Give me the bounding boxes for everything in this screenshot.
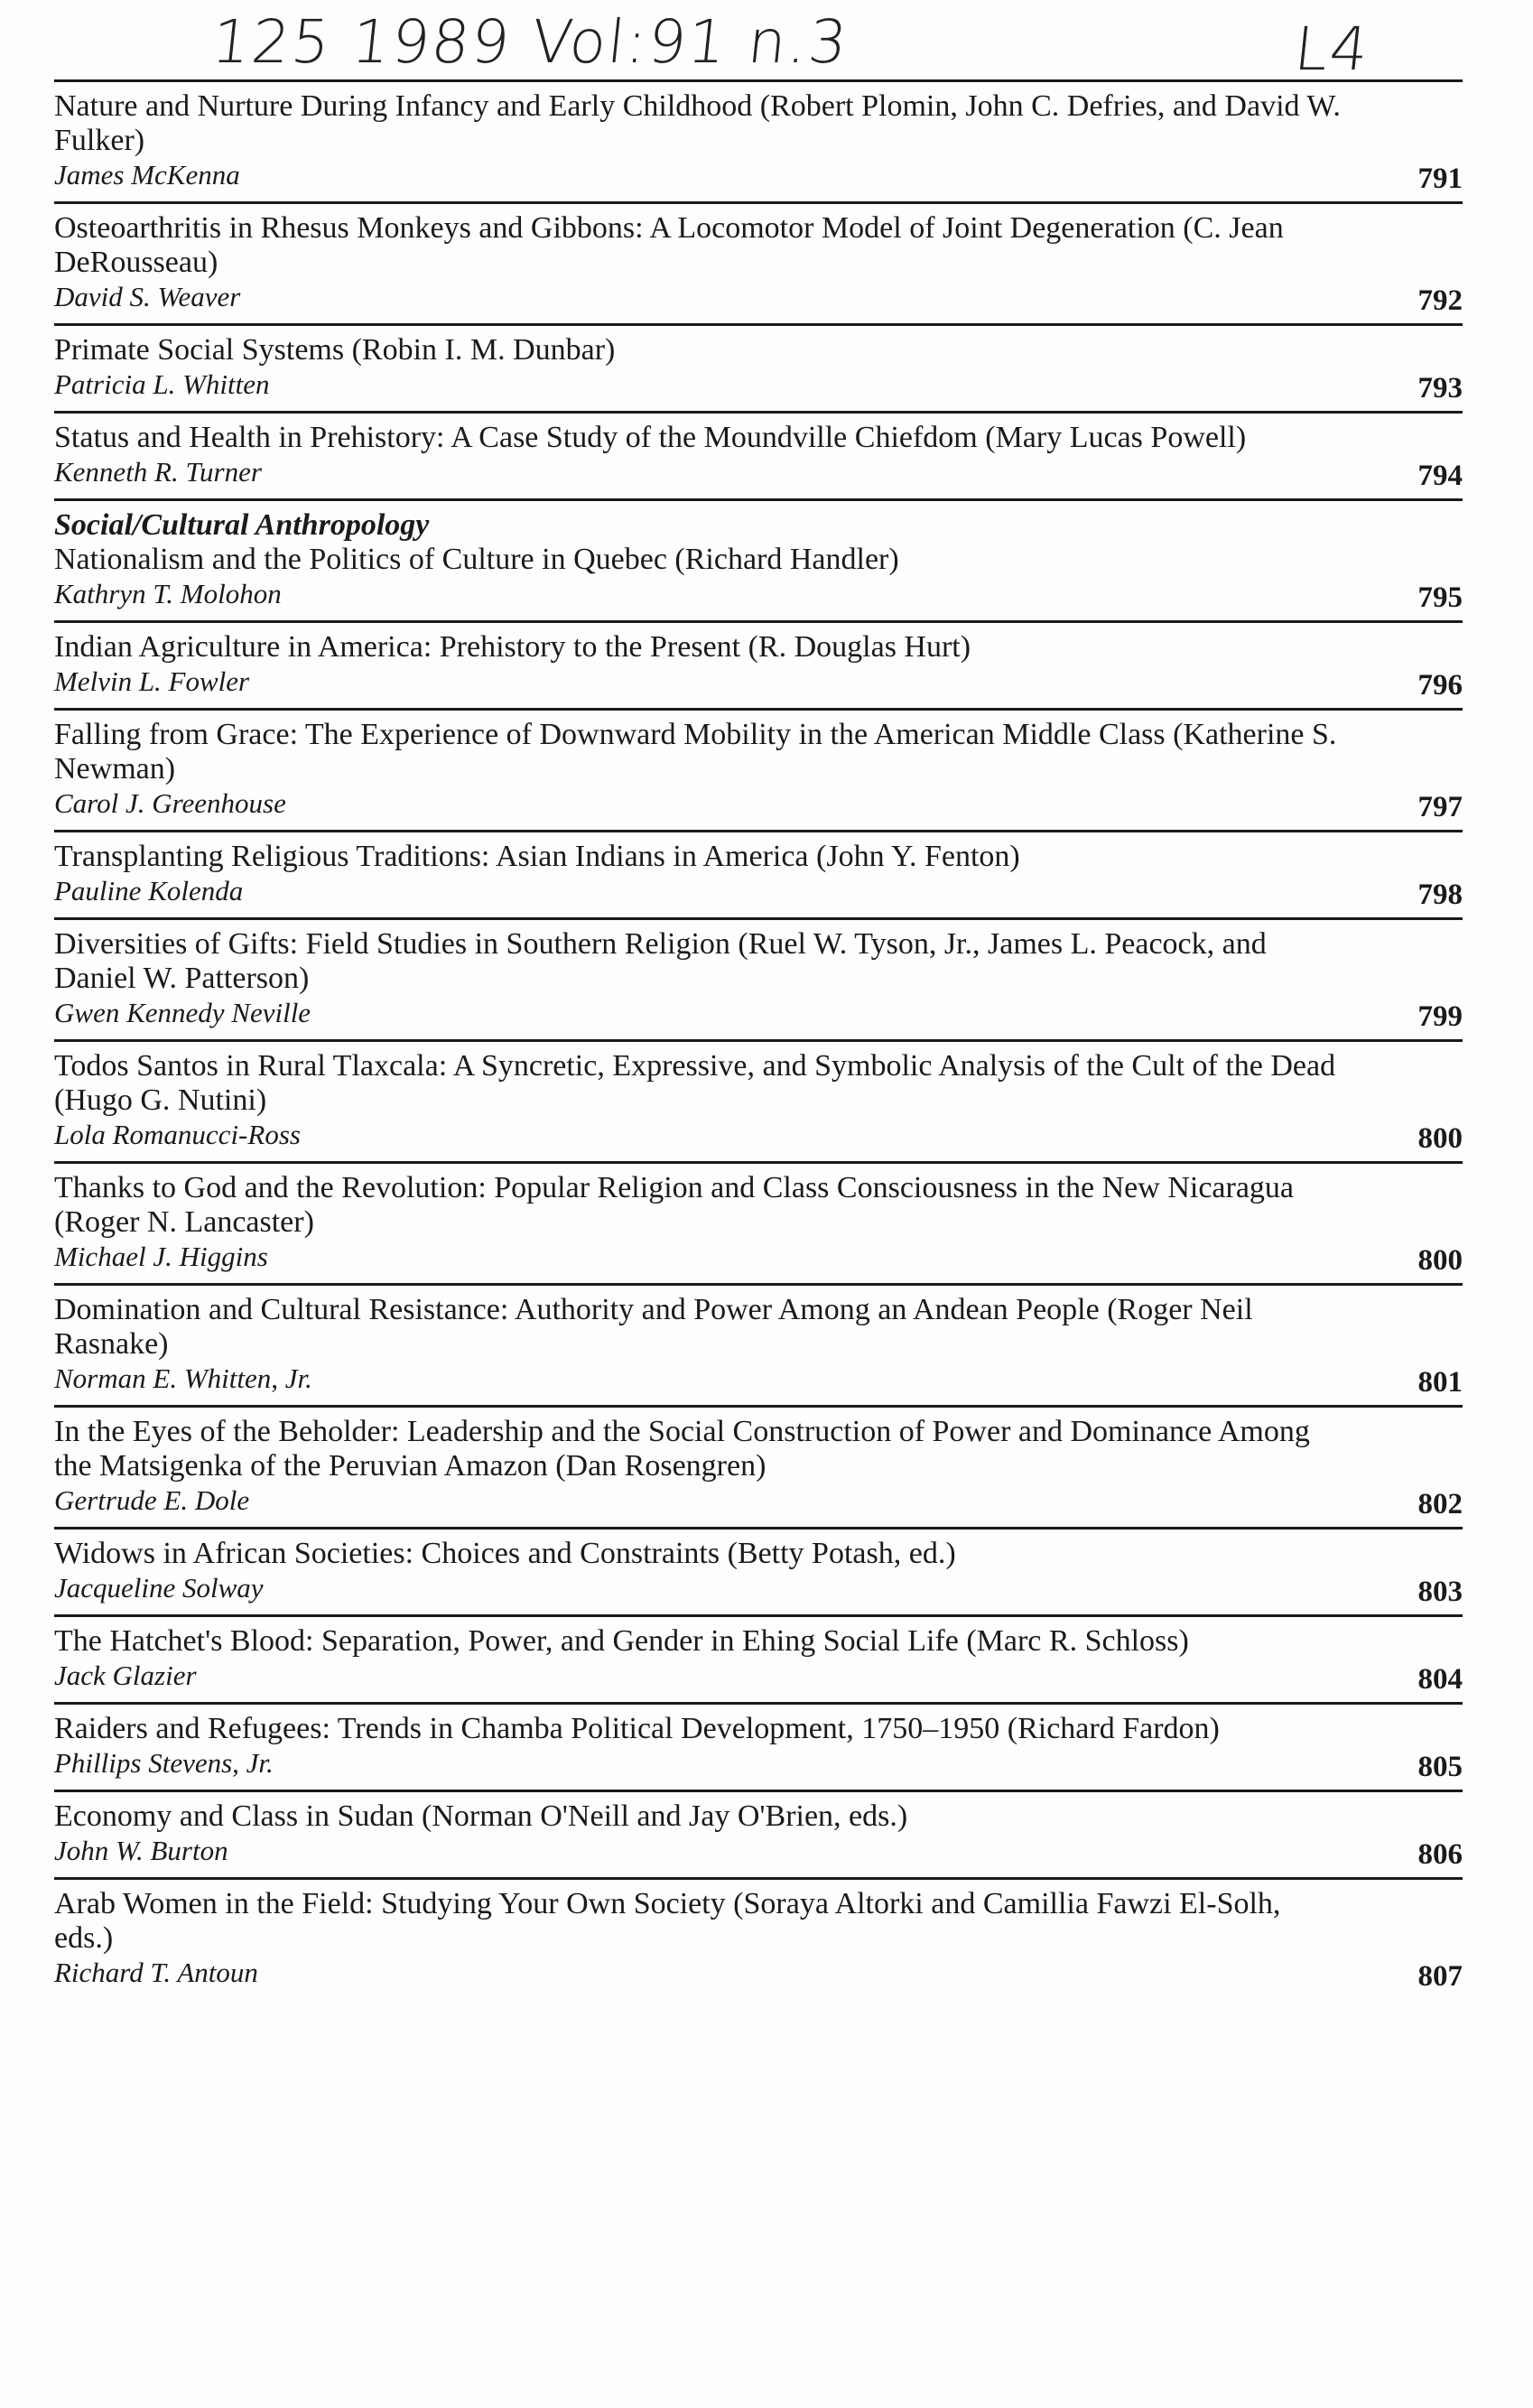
book-title: Falling from Grace: The Experience of Downward Mobility in the American Middle Class (Katherine S. Newman) — [54, 718, 1337, 786]
review-entry — [54, 498, 1463, 620]
page-number: 805 — [1417, 1751, 1463, 1783]
reviewer-name: Kathryn T. Molohon — [54, 578, 282, 609]
review-entry — [54, 79, 1463, 201]
reviewer-name: Melvin L. Fowler — [54, 665, 250, 697]
page-number: 792 — [1417, 284, 1463, 317]
book-title: Arab Women in the Field: Studying Your Own Society (Soraya Altorki and Camillia Fawzi El-Solh, eds.) — [54, 1887, 1281, 1955]
reviewer-name: Richard T. Antoun — [54, 1957, 258, 1988]
page-number: 800 — [1417, 1244, 1463, 1277]
book-title: Transplanting Religious Traditions: Asian Indians in America (John Y. Fenton) — [54, 840, 1020, 873]
review-entry — [54, 1283, 1463, 1405]
page-number: 801 — [1417, 1366, 1463, 1399]
reviewer-name: John W. Burton — [54, 1835, 228, 1866]
review-entry — [54, 1527, 1463, 1614]
handwritten-annotation — [209, 7, 1480, 84]
reviewer-name: Gertrude E. Dole — [54, 1484, 250, 1516]
review-entry — [54, 1702, 1463, 1790]
reviewer-name: Lola Romanucci-Ross — [54, 1119, 301, 1150]
handwritten-shelf-code: L4 — [1291, 14, 1374, 84]
review-entry — [54, 830, 1463, 917]
page-number: 793 — [1417, 372, 1463, 404]
book-title: Primate Social Systems (Robin I. M. Dunbar) — [54, 333, 616, 367]
section-heading: Social/Cultural Anthropology — [54, 508, 430, 542]
page-number: 799 — [1417, 1000, 1463, 1033]
review-entry — [54, 201, 1463, 323]
page-number: 804 — [1417, 1663, 1463, 1696]
reviewer-name: Carol J. Greenhouse — [54, 787, 286, 819]
page-number: 796 — [1417, 669, 1463, 702]
book-title: In the Eyes of the Beholder: Leadership and the Social Construction of Power and Dominance Among the Matsigenka of the Peruvian Amazon (Dan Rosengren) — [54, 1415, 1310, 1483]
reviewer-name: Patricia L. Whitten — [54, 368, 270, 400]
book-title: Nationalism and the Politics of Culture in Quebec (Richard Handler) — [54, 543, 899, 576]
reviewer-name: Gwen Kennedy Neville — [54, 997, 311, 1028]
review-entry — [54, 620, 1463, 708]
book-title: Status and Health in Prehistory: A Case Study of the Moundville Chiefdom (Mary Lucas Powell) — [54, 421, 1247, 454]
reviewer-name: Norman E. Whitten, Jr. — [54, 1362, 312, 1394]
review-entry — [54, 1790, 1463, 1877]
book-title: Indian Agriculture in America: Prehistory to the Present (R. Douglas Hurt) — [54, 630, 971, 664]
handwritten-volume-note: 125 1989 Vol:91 n.3 — [209, 7, 852, 77]
reviewer-name: Jack Glazier — [54, 1660, 197, 1691]
page-number: 806 — [1417, 1838, 1463, 1871]
reviewer-name: Pauline Kolenda — [54, 875, 244, 906]
review-entry — [54, 917, 1463, 1039]
book-title: Osteoarthritis in Rhesus Monkeys and Gibbons: A Locomotor Model of Joint Degeneration (C. Jean DeRousseau) — [54, 211, 1284, 279]
page-number: 802 — [1417, 1488, 1463, 1520]
book-title: Thanks to God and the Revolution: Popular Religion and Class Consciousness in the New Nicaragua (Roger N. Lancaster) — [54, 1171, 1295, 1239]
reviewer-name: Jacqueline Solway — [54, 1572, 264, 1604]
review-entry — [54, 1614, 1463, 1702]
page-number: 800 — [1417, 1122, 1463, 1155]
review-entry — [54, 411, 1463, 498]
reviewer-name: Kenneth R. Turner — [54, 456, 262, 488]
reviewer-name: Phillips Stevens, Jr. — [54, 1747, 274, 1779]
book-title: Nature and Nurture During Infancy and Early Childhood (Robert Plomin, John C. Defries, and David W. Fulker) — [54, 89, 1341, 157]
page-number: 791 — [1417, 163, 1463, 195]
page-number: 798 — [1417, 879, 1463, 911]
review-entry — [54, 1877, 1463, 1999]
book-title: The Hatchet's Blood: Separation, Power, and Gender in Ehing Social Life (Marc R. Schloss) — [54, 1624, 1189, 1658]
book-title: Domination and Cultural Resistance: Authority and Power Among an Andean People (Roger Neil Rasnake) — [54, 1293, 1253, 1361]
reviewer-name: David S. Weaver — [54, 281, 241, 312]
review-entry — [54, 1161, 1463, 1283]
book-title: Diversities of Gifts: Field Studies in Southern Religion (Ruel W. Tyson, Jr., James L. Peacock, and Daniel W. Patterson) — [54, 927, 1267, 995]
review-entry — [54, 1039, 1463, 1161]
book-title: Todos Santos in Rural Tlaxcala: A Syncretic, Expressive, and Symbolic Analysis of the Cult of the Dead (Hugo G. Nutini) — [54, 1049, 1336, 1117]
page-number: 794 — [1417, 460, 1463, 492]
review-entry — [54, 1405, 1463, 1527]
review-entry — [54, 323, 1463, 411]
reviewer-name: James McKenna — [54, 159, 240, 191]
page-number: 795 — [1417, 581, 1463, 614]
reviewer-name: Michael J. Higgins — [54, 1241, 268, 1272]
book-title: Widows in African Societies: Choices and Constraints (Betty Potash, ed.) — [54, 1537, 956, 1570]
book-title: Economy and Class in Sudan (Norman O'Neill and Jay O'Brien, eds.) — [54, 1799, 908, 1833]
book-review-list — [54, 79, 1463, 1999]
review-entry — [54, 708, 1463, 830]
page-number: 803 — [1417, 1576, 1463, 1608]
book-title: Raiders and Refugees: Trends in Chamba Political Development, 1750–1950 (Richard Fardon) — [54, 1712, 1220, 1745]
page-number: 807 — [1417, 1960, 1463, 1993]
page-number: 797 — [1417, 791, 1463, 823]
